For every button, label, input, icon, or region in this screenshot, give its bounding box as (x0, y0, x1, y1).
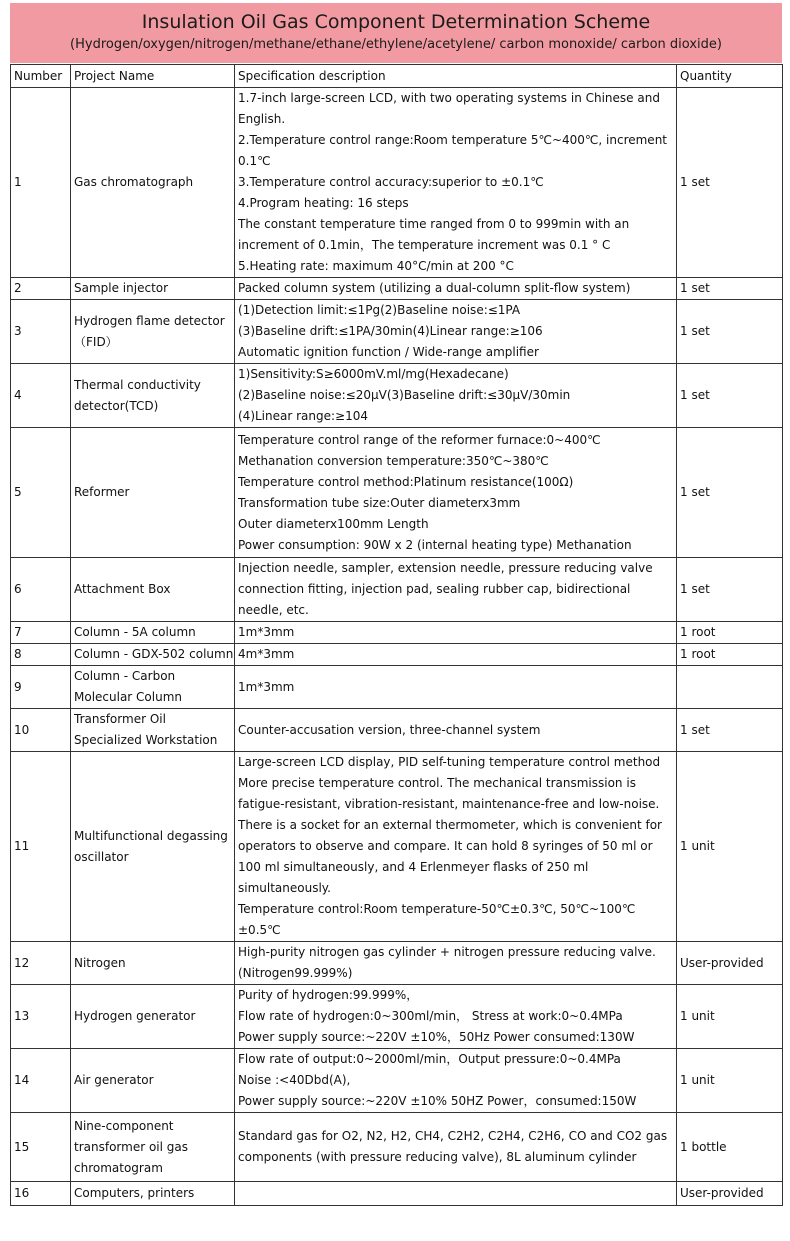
row-number: 12 (11, 942, 71, 985)
table-row (11, 1113, 783, 1182)
project-name: Reformer (71, 428, 235, 558)
specification-description (235, 709, 677, 752)
description-line: Outer diameterx100mm Length (238, 516, 429, 531)
quantity (677, 666, 783, 709)
description-line: (2)Baseline noise:≤20μV(3)Baseline drift:≤30μV/30min (238, 388, 571, 402)
table-row (11, 278, 783, 300)
project-name: Air generator (71, 1049, 235, 1113)
row-number: 13 (11, 985, 71, 1049)
specification-description (235, 278, 677, 300)
description-line: Flow rate of hydrogen:0~300ml/min， Stress at work:0~0.4MPa (238, 1009, 623, 1023)
row-number: 4 (11, 364, 71, 428)
project-name: Attachment Box (71, 558, 235, 622)
specification-description (235, 88, 677, 278)
specification-description (235, 985, 677, 1049)
specification-description (235, 1182, 677, 1206)
specification-description (235, 1049, 677, 1113)
description-line: 2.Temperature control range:Room temperature 5℃~400℃, increment 0.1℃ (238, 133, 667, 168)
description-line: 5.Heating rate: maximum 40°C/min at 200 °C (238, 259, 514, 273)
table-row (11, 644, 783, 666)
description-line: Transformation tube size:Outer diameterx3mm (238, 495, 521, 510)
row-number: 5 (11, 428, 71, 558)
description-line: Packed column system (utilizing a dual-column split-flow system) (238, 281, 631, 295)
description-line: (1)Detection limit:≤1Pg(2)Baseline noise:≤1PA (238, 303, 521, 317)
project-name: Gas chromatograph (71, 88, 235, 278)
quantity: 1 set (677, 428, 783, 558)
quantity: 1 set (677, 278, 783, 300)
table-row (11, 622, 783, 644)
project-name: Computers, printers (71, 1182, 235, 1206)
description-line: Temperature control range of the reformer furnace:0~400℃ (238, 432, 601, 447)
quantity: 1 set (677, 300, 783, 364)
description-line: Counter-accusation version, three-channel system (238, 722, 541, 737)
page-subtitle: (Hydrogen/oxygen/nitrogen/methane/ethane/ethylene/acetylene/ carbon monoxide/ carbon dioxide) (70, 37, 722, 52)
table-row (11, 88, 783, 278)
description-line: Methanation conversion temperature:350℃~380℃ (238, 453, 549, 468)
quantity: 1 unit (677, 985, 783, 1049)
description-line: (3)Baseline drift:≤1PA/30min(4)Linear range:≥106 (238, 324, 543, 338)
description-line: Temperature control method:Platinum resistance(100Ω) (238, 474, 574, 489)
description-line: (4)Linear range:≥104 (238, 409, 369, 423)
quantity: 1 unit (677, 752, 783, 942)
quantity: 1 root (677, 644, 783, 666)
specification-description (235, 428, 677, 558)
column-header-project-name: Project Name (71, 65, 235, 88)
project-name: Thermal conductivity detector(TCD) (71, 364, 235, 428)
row-number: 10 (11, 709, 71, 752)
table-row (11, 985, 783, 1049)
quantity: 1 set (677, 364, 783, 428)
page-title: Insulation Oil Gas Component Determination Scheme (141, 11, 651, 33)
quantity: User-provided (677, 942, 783, 985)
description-line: Noise :<40Dbd(A), (238, 1073, 351, 1087)
description-line: 1m*3mm (238, 679, 295, 694)
table-row (11, 558, 783, 622)
description-line: More precise temperature control. The mechanical transmission is fatigue-resistant, vibration-resistant, maintenance-free and low-noise. There is a socket for an external thermometer, which is convenient for operators to observe and compare. It can hold 8 syringes of 50 ml or 100 ml simultaneously, and 4 Erlenmeyer flasks of 250 ml simultaneously. (238, 776, 662, 895)
table-row (11, 942, 783, 985)
quantity: 1 root (677, 622, 783, 644)
table-row (11, 709, 783, 752)
description-line: 1.7-inch large-screen LCD, with two operating systems in Chinese and English. (238, 91, 660, 126)
specification-description (235, 644, 677, 666)
table-row (11, 364, 783, 428)
quantity: 1 set (677, 709, 783, 752)
specification-description (235, 558, 677, 622)
project-name: Column - 5A column (71, 622, 235, 644)
project-name: Nine-component transformer oil gas chromatogram (71, 1113, 235, 1182)
title-banner (10, 3, 782, 63)
project-name: Column - Carbon Molecular Column (71, 666, 235, 709)
specification-description (235, 1113, 677, 1182)
project-name: Nitrogen (71, 942, 235, 985)
description-line: 1)Sensitivity:S≥6000mV.ml/mg(Hexadecane) (238, 367, 509, 381)
specification-description (235, 666, 677, 709)
row-number: 14 (11, 1049, 71, 1113)
column-header-specification: Specification description (235, 65, 677, 88)
description-line: Temperature control:Room temperature-50℃±0.3℃, 50℃~100℃±0.5℃ (238, 902, 636, 937)
quantity: 1 bottle (677, 1113, 783, 1182)
specification-description (235, 364, 677, 428)
row-number: 6 (11, 558, 71, 622)
project-name: Transformer Oil Specialized Workstation (71, 709, 235, 752)
description-line: 4.Program heating: 16 steps (238, 196, 409, 210)
table-row (11, 666, 783, 709)
table-row (11, 300, 783, 364)
project-name: Multifunctional degassing oscillator (71, 752, 235, 942)
quantity: 1 set (677, 558, 783, 622)
row-number: 11 (11, 752, 71, 942)
project-name: Sample injector (71, 278, 235, 300)
specification-table (10, 64, 783, 1206)
quantity: 1 unit (677, 1049, 783, 1113)
project-name: Hydrogen flame detector （FID） (71, 300, 235, 364)
quantity: 1 set (677, 88, 783, 278)
description-line: Injection needle, sampler, extension needle, pressure reducing valve connection fitting, injection pad, sealing rubber cap, bidirectional needle, etc. (238, 561, 653, 617)
column-header-number: Number (11, 65, 71, 88)
table-row (11, 1049, 783, 1113)
description-line: 1m*3mm (238, 625, 295, 639)
row-number: 15 (11, 1113, 71, 1182)
specification-description (235, 622, 677, 644)
table-row (11, 1182, 783, 1206)
row-number: 7 (11, 622, 71, 644)
description-line: Purity of hydrogen:99.999%， (238, 988, 419, 1002)
description-line: Flow rate of output:0~2000ml/min，Output pressure:0~0.4MPa (238, 1052, 621, 1066)
table-row (11, 752, 783, 942)
row-number: 16 (11, 1182, 71, 1206)
specification-description (235, 942, 677, 985)
table-header-row (11, 65, 783, 88)
description-line: Power consumption: 90W x 2 (internal heating type) Methanation (238, 537, 632, 552)
description-line: 3.Temperature control accuracy:superior to ±0.1℃ (238, 175, 544, 189)
quantity: User-provided (677, 1182, 783, 1206)
description-line: Standard gas for O2, N2, H2, CH4, C2H2, C2H4, C2H6, CO and CO2 gas components (with pressure reducing valve), 8L aluminum cylinder (238, 1129, 668, 1164)
description-line: High-purity nitrogen gas cylinder + nitrogen pressure reducing valve.(Nitrogen99.999%) (238, 945, 656, 980)
row-number: 1 (11, 88, 71, 278)
description-line: 4m*3mm (238, 647, 295, 661)
description-line: Power supply source:~220V ±10%，50Hz Power consumed:130W (238, 1030, 635, 1044)
description-line: The constant temperature time ranged from 0 to 999min with an increment of 0.1min，The temperature increment was 0.1 ° C (238, 217, 630, 252)
description-line: Power supply source:~220V ±10% 50HZ Power，consumed:150W (238, 1094, 637, 1108)
row-number: 9 (11, 666, 71, 709)
project-name: Column - GDX-502 column (71, 644, 235, 666)
table-row (11, 428, 783, 558)
table-body (11, 88, 783, 1206)
row-number: 2 (11, 278, 71, 300)
specification-description (235, 752, 677, 942)
row-number: 3 (11, 300, 71, 364)
specification-description (235, 300, 677, 364)
description-line: Automatic ignition function / Wide-range amplifier (238, 345, 539, 359)
column-header-quantity: Quantity (677, 65, 783, 88)
project-name: Hydrogen generator (71, 985, 235, 1049)
row-number: 8 (11, 644, 71, 666)
description-line: Large-screen LCD display, PID self-tuning temperature control method (238, 755, 661, 769)
